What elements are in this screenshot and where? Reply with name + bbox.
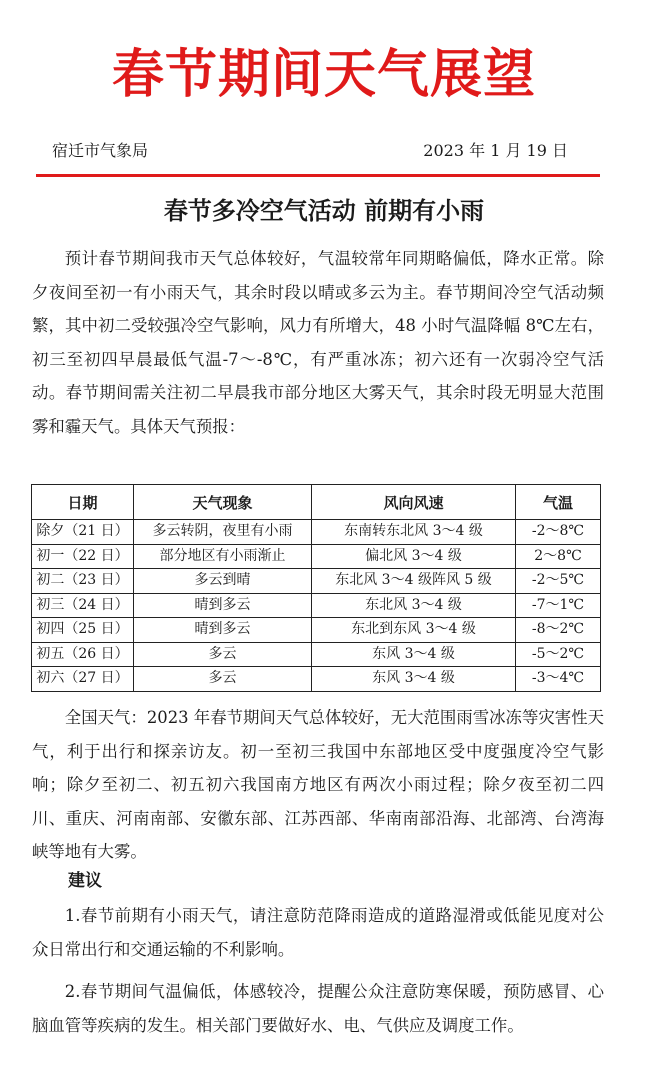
cell-weather: 部分地区有小雨渐止 [134,544,312,569]
column-header-wind: 风向风速 [312,485,516,520]
advice-item: 1.春节前期有小雨天气，请注意防范降雨造成的道路湿滑或低能见度对公众日常出行和交通运输的不利影响。 [32,906,604,959]
table-header-row [32,485,601,520]
cell-date: 初五（26 日） [32,642,134,667]
cell-date: 初三（24 日） [32,593,134,618]
cell-date: 初二（23 日） [32,569,134,594]
table-row [32,569,601,594]
cell-wind: 偏北风 3～4 级 [312,544,516,569]
cell-temp: -5～2℃ [516,642,601,667]
issue-date: 2023 年 1 月 19 日 [423,141,568,160]
cell-temp: -2～5℃ [516,569,601,594]
issuer-name: 宿迁市气象局 [52,141,149,160]
column-header-weather: 天气现象 [134,485,312,520]
cell-wind: 东北风 3～4 级阵风 5 级 [312,569,516,594]
advice-heading: 建议 [68,871,102,891]
cell-wind: 东北到东风 3～4 级 [312,618,516,643]
table-row [32,544,601,569]
forecast-table [31,484,601,692]
cell-weather: 多云转阴，夜里有小雨 [134,520,312,545]
headline: 春节多冷空气活动 前期有小雨 [163,196,485,225]
advice-item: 2.春节期间气温偏低，体感较冷，提醒公众注意防寒保暖，预防感冒、心脑血管等疾病的发生。相关部门要做好水、电、气供应及调度工作。 [32,982,604,1035]
cell-date: 除夕（21 日） [32,520,134,545]
intro-paragraph: 预计春节期间我市天气总体较好，气温较常年同期略偏低，降水正常。除夕夜间至初一有小雨天气，其余时段以晴或多云为主。春节期间冷空气活动频繁，其中初二受较强冷空气影响，风力有所增大，48 小时气温降幅 8℃左右，初三至初四早晨最低气温-7～-8℃，有严重冰冻；初六还有一次弱冷空气活动。春节期间需关注初二早晨我市部分地区大雾天气，其余时段无明显大范围雾和霾天气。具体天气预报： [32,249,604,436]
table-row [32,593,601,618]
cell-temp: -8～2℃ [516,618,601,643]
table-row [32,618,601,643]
cell-weather: 晴到多云 [134,593,312,618]
cell-temp: -7～1℃ [516,593,601,618]
cell-temp: 2～8℃ [516,544,601,569]
national-weather-paragraph: 全国天气：2023 年春节期间天气总体较好，无大范围雨雪冰冻等灾害性天气，利于出行和探亲访友。初一至初三我国中东部地区受中度强度冷空气影响；除夕至初二、初五初六我国南方地区有两次小雨过程；除夕夜至初二四川、重庆、河南南部、安徽东部、江苏西部、华南南部沿海、北部湾、台湾海峡等地有大雾。 [32,708,604,861]
cell-temp: -3～4℃ [516,667,601,692]
cell-wind: 东风 3～4 级 [312,667,516,692]
cell-weather: 多云到晴 [134,569,312,594]
table-row [32,642,601,667]
cell-temp: -2～8℃ [516,520,601,545]
cell-date: 初六（27 日） [32,667,134,692]
cell-wind: 东南转东北风 3～4 级 [312,520,516,545]
cell-date: 初一（22 日） [32,544,134,569]
column-header-temp: 气温 [516,485,601,520]
table-row [32,667,601,692]
table-row [32,520,601,545]
cell-date: 初四（25 日） [32,618,134,643]
document-title: 春节期间天气展望 [111,44,536,105]
cell-weather: 晴到多云 [134,618,312,643]
cell-weather: 多云 [134,642,312,667]
header-divider [36,174,600,177]
cell-weather: 多云 [134,667,312,692]
column-header-date: 日期 [32,485,134,520]
cell-wind: 东风 3～4 级 [312,642,516,667]
cell-wind: 东北风 3～4 级 [312,593,516,618]
